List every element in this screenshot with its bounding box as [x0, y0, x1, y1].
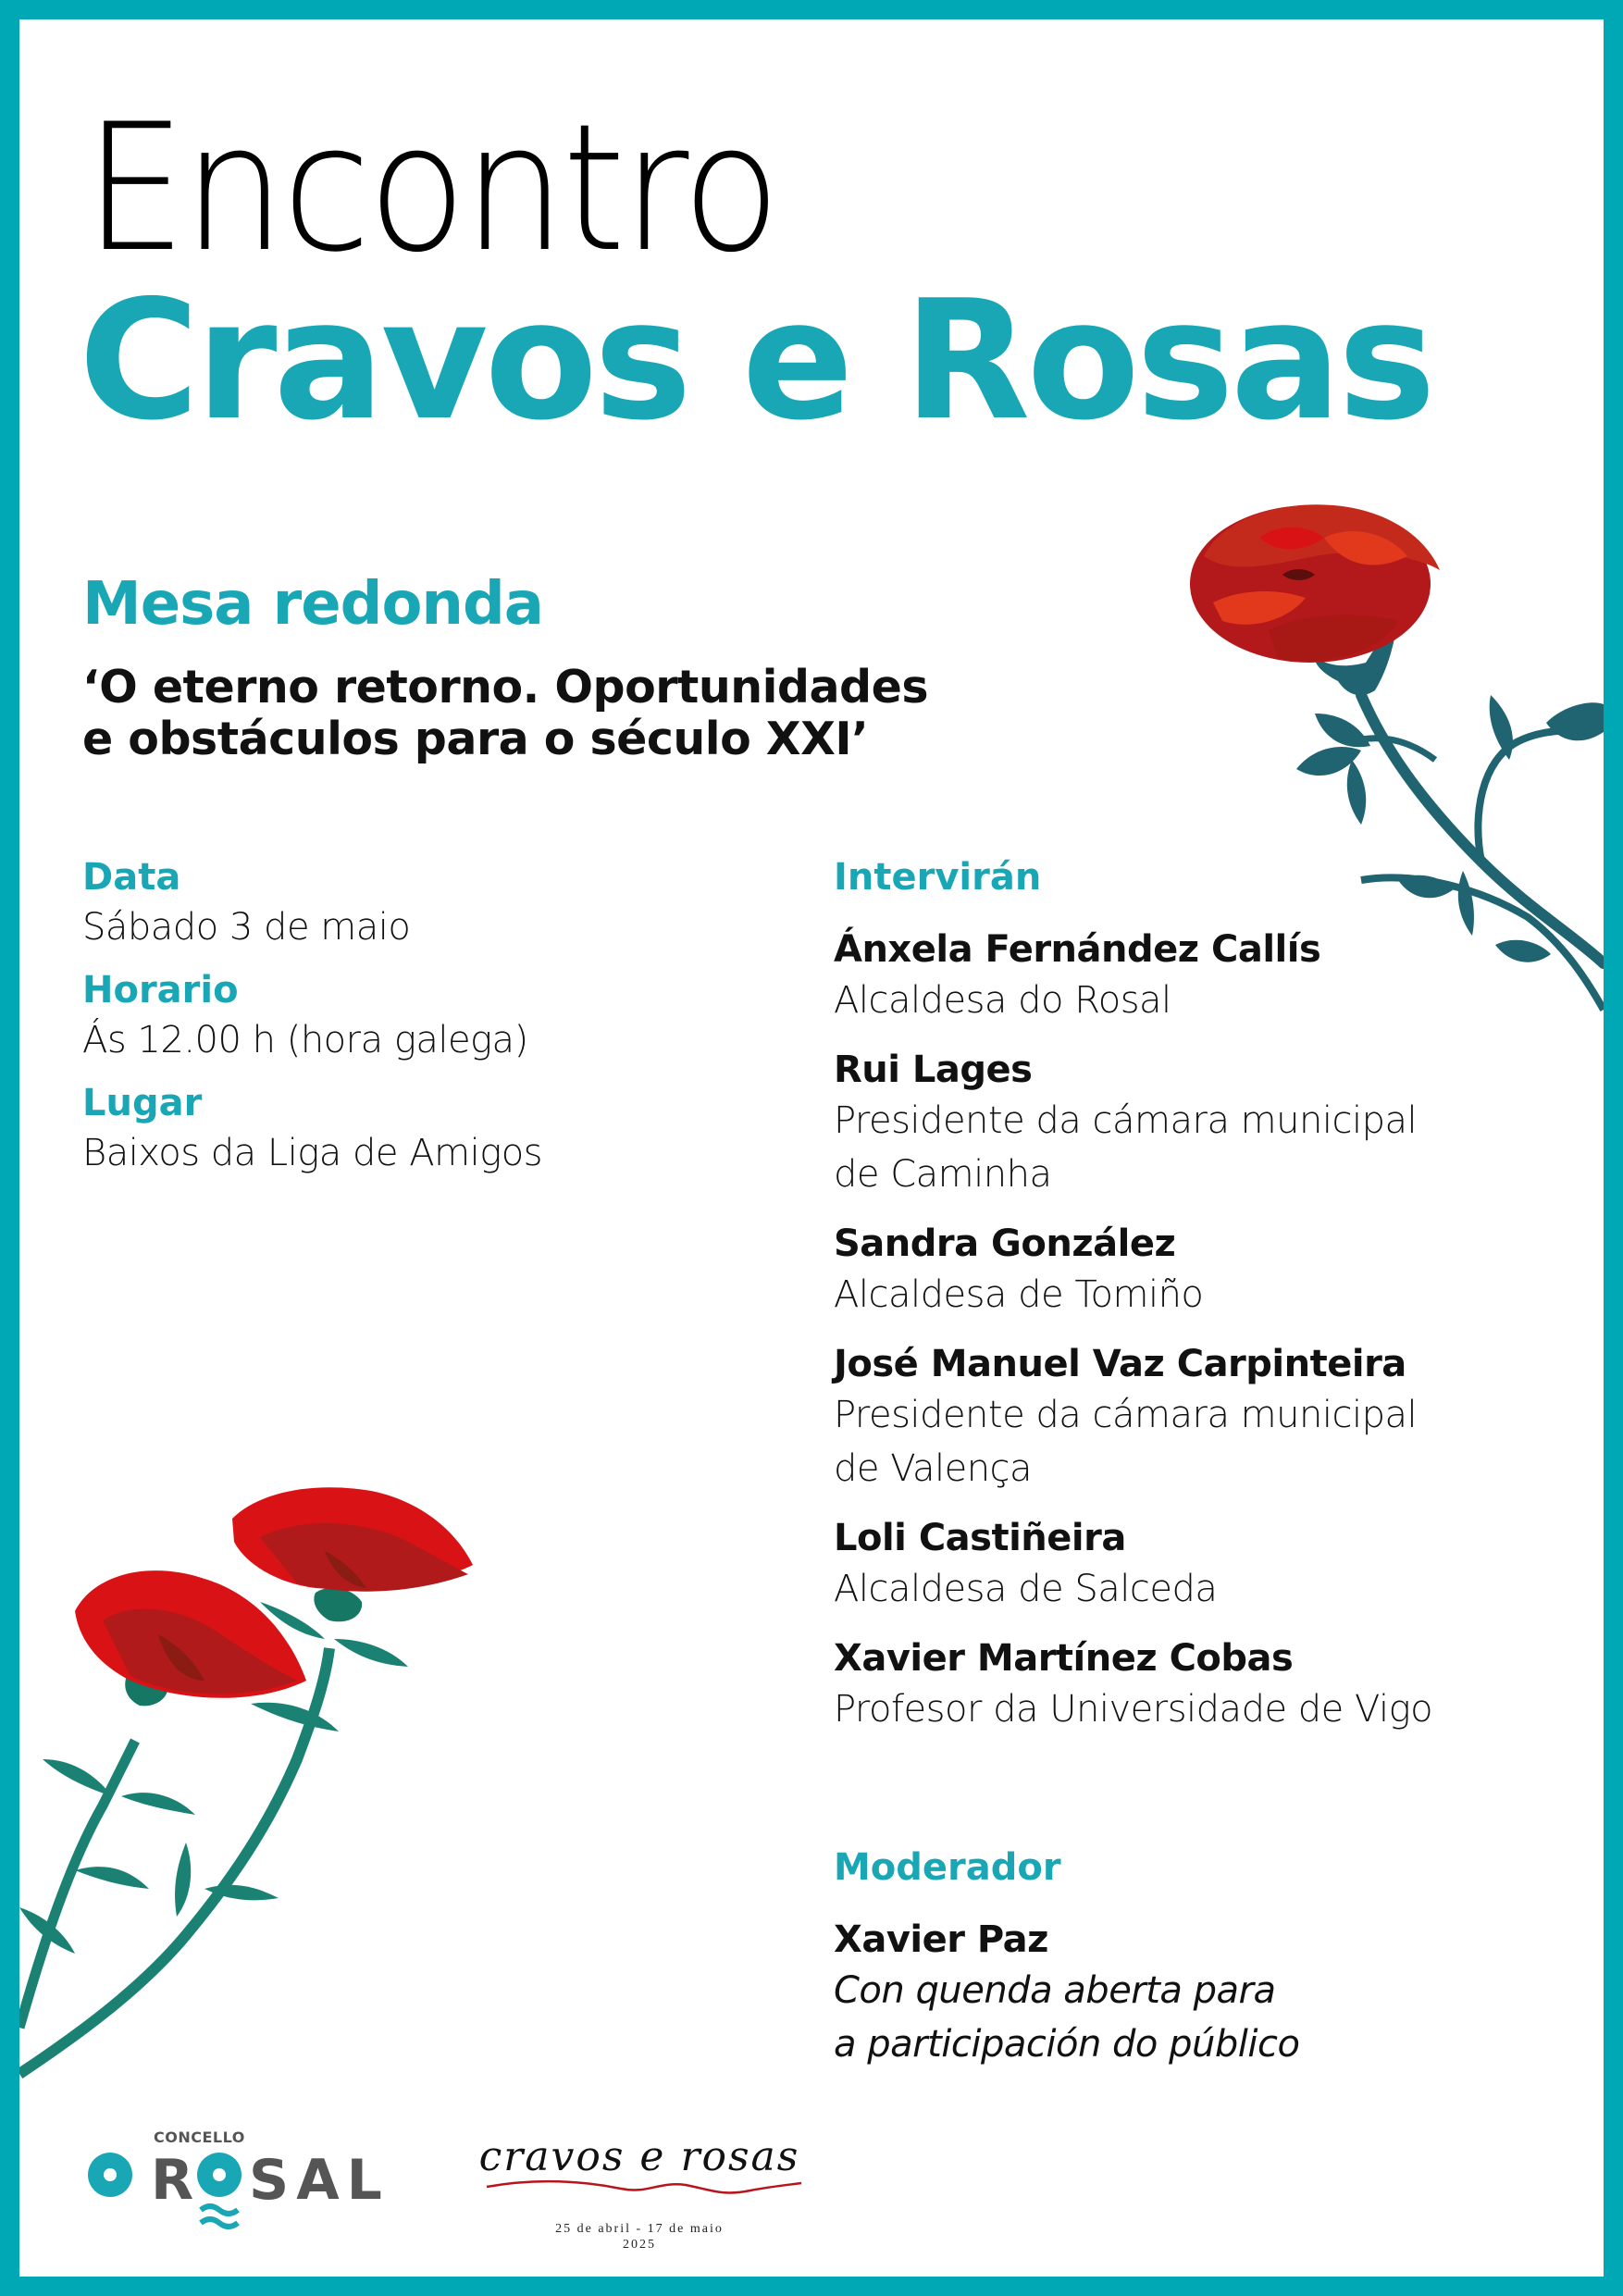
red-wave-icon [473, 2178, 806, 2196]
info-value: Baixos da Liga de Amigos [82, 1132, 543, 1174]
speaker-name: Sandra González [834, 1222, 1176, 1265]
event-subtitle [82, 662, 1008, 765]
logo-sal-letters: SAL [249, 2148, 390, 2213]
carnations-icon [19, 1482, 501, 2111]
subtitle-line-1: ‘O eterno retorno. Oportunidades [82, 661, 929, 714]
logo-r-letter: R [151, 2148, 202, 2213]
event-info [82, 855, 730, 1194]
festival-year: 2025 [623, 2238, 656, 2252]
speaker-item [834, 925, 1565, 1027]
speaker-item [834, 1514, 1565, 1616]
speaker-role-cont: de Valença [834, 1447, 1033, 1490]
info-place [82, 1081, 730, 1175]
info-value: Sábado 3 de maio [82, 906, 411, 949]
speaker-role: Profesor da Universidade de Vigo [834, 1688, 1433, 1731]
info-label: Horario [82, 969, 239, 1011]
speaker-role: Alcaldesa do Rosal [834, 979, 1171, 1022]
speakers-section [834, 855, 1565, 1755]
speaker-role-cont: de Caminha [834, 1153, 1052, 1196]
cravos-e-rosas-logo [464, 2122, 815, 2261]
speaker-role: Presidente da cámara municipal [834, 1099, 1418, 1142]
festival-script-title: cravos e rosas [478, 2133, 800, 2180]
title-cravos-e-rosas: Cravos e Rosas [79, 265, 1432, 456]
speakers-heading: Intervirán [834, 856, 1042, 899]
subtitle-line-2: e obstáculos para o século XXI’ [82, 713, 869, 765]
info-label: Lugar [82, 1082, 203, 1124]
info-date [82, 855, 730, 949]
moderator-name: Xavier Paz [834, 1918, 1048, 1961]
speaker-item [834, 1220, 1565, 1322]
speaker-role: Alcaldesa de Tomiño [834, 1273, 1204, 1316]
moderator-note-line-1: Con quenda aberta para [834, 1969, 1276, 2012]
speaker-name: Ánxela Fernández Callís [834, 928, 1321, 971]
speaker-item [834, 1634, 1565, 1736]
event-type-heading: Mesa redonda [82, 570, 543, 639]
speaker-role: Presidente da cámara municipal [834, 1394, 1418, 1436]
speaker-name: Loli Castiñeira [834, 1517, 1126, 1559]
info-label: Data [82, 856, 181, 899]
speaker-item [834, 1340, 1565, 1496]
speaker-name: Xavier Martínez Cobas [834, 1637, 1294, 1680]
info-time [82, 968, 730, 1062]
info-value: Ás 12.00 h (hora galega) [82, 1019, 528, 1061]
speaker-role: Alcaldesa de Salceda [834, 1568, 1218, 1610]
moderator-note-line-2: a participación do público [834, 2023, 1300, 2066]
poster [19, 19, 1604, 2277]
moderator-section [834, 1845, 1565, 2071]
speaker-item [834, 1046, 1565, 1201]
festival-dates: 25 de abril - 17 de maio [555, 2222, 724, 2236]
speaker-name: José Manuel Vaz Carpinteira [834, 1343, 1406, 1385]
title-encontro: Encontro [84, 86, 778, 291]
logo-concello-text: CONCELLO [154, 2128, 245, 2146]
speaker-name: Rui Lages [834, 1049, 1033, 1091]
moderator-heading: Moderador [834, 1846, 1061, 1889]
concello-o-rosal-logo [84, 2116, 417, 2245]
